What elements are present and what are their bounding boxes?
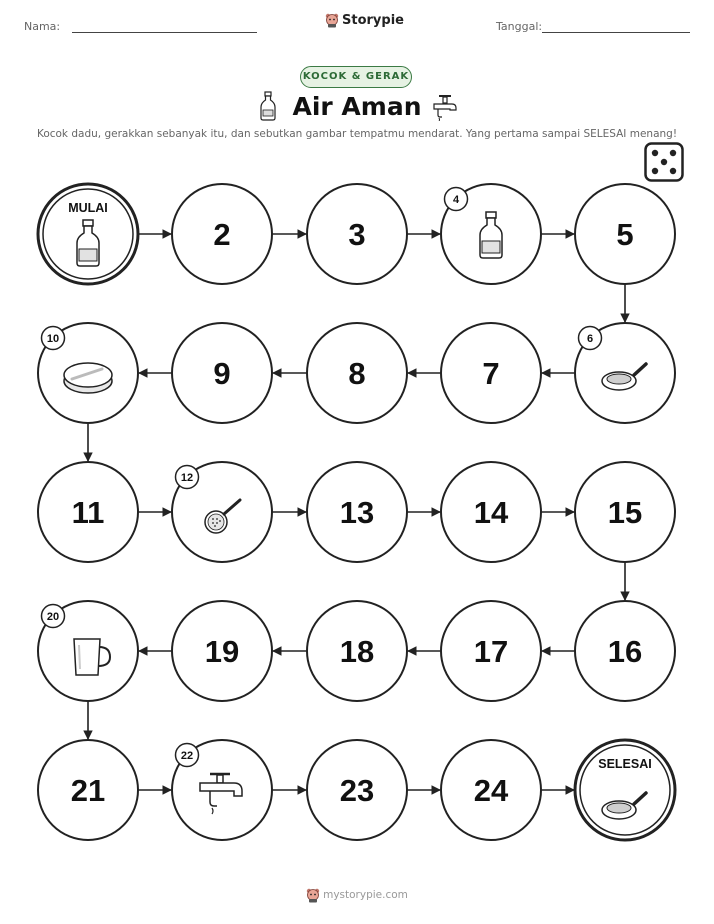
board-space bbox=[575, 601, 675, 701]
board-space bbox=[441, 740, 541, 840]
space-number: 4 bbox=[452, 194, 460, 206]
board-space bbox=[575, 184, 675, 284]
page-title: Air Aman bbox=[292, 92, 422, 121]
name-label: Nama: bbox=[24, 20, 61, 33]
space-number: 3 bbox=[348, 217, 366, 252]
space-number: 14 bbox=[473, 495, 509, 530]
storypie-mascot-icon bbox=[306, 887, 320, 903]
board-space bbox=[441, 601, 541, 701]
brand-name: Storypie bbox=[342, 12, 404, 28]
space-number: 16 bbox=[607, 634, 643, 669]
board-space bbox=[575, 740, 675, 840]
space-number: 23 bbox=[339, 773, 375, 808]
board-space bbox=[307, 323, 407, 423]
board-space bbox=[441, 323, 541, 423]
board-space bbox=[38, 462, 138, 562]
board-space bbox=[172, 184, 272, 284]
board-space bbox=[38, 601, 138, 701]
board-space bbox=[441, 184, 541, 284]
space-number: 11 bbox=[71, 495, 105, 530]
board-space bbox=[575, 462, 675, 562]
space-number: 24 bbox=[473, 773, 509, 808]
board-space bbox=[172, 462, 272, 562]
instructions: Kocok dadu, gerakkan sebanyak itu, dan sebutkan gambar tempatmu mendarat. Yang pertama sampai SELESAI menang! bbox=[36, 128, 678, 140]
footer bbox=[0, 887, 714, 903]
space-number: 8 bbox=[348, 356, 366, 391]
space-number: 9 bbox=[213, 356, 231, 391]
board-space bbox=[38, 740, 138, 840]
board-space bbox=[307, 184, 407, 284]
soap-bar-icon bbox=[64, 363, 112, 393]
board-space bbox=[307, 740, 407, 840]
space-number: 12 bbox=[180, 472, 194, 484]
space-number: 13 bbox=[339, 495, 375, 530]
space-number: 19 bbox=[204, 634, 240, 669]
space-number: 22 bbox=[180, 750, 194, 762]
space-number: 2 bbox=[213, 217, 231, 252]
space-number: 17 bbox=[473, 634, 509, 669]
date-label: Tanggal: bbox=[496, 20, 543, 33]
space-number: 5 bbox=[616, 217, 634, 252]
activity-badge: KOCOK & GERAK bbox=[300, 66, 412, 88]
board-space bbox=[172, 601, 272, 701]
space-number: 21 bbox=[70, 773, 106, 808]
board-space bbox=[172, 323, 272, 423]
space-number: 10 bbox=[46, 333, 60, 345]
board-space bbox=[441, 462, 541, 562]
board-space bbox=[38, 184, 138, 284]
space-label: MULAI bbox=[68, 201, 108, 215]
board-space bbox=[38, 323, 138, 423]
space-number: 6 bbox=[586, 333, 594, 345]
space-number: 15 bbox=[607, 495, 643, 530]
board-space bbox=[575, 323, 675, 423]
board-space bbox=[307, 462, 407, 562]
space-number: 18 bbox=[339, 634, 375, 669]
board-space bbox=[307, 601, 407, 701]
board-space bbox=[172, 740, 272, 840]
space-label: SELESAI bbox=[598, 757, 652, 771]
space-number: 20 bbox=[46, 611, 60, 623]
footer-url: mystorypie.com bbox=[323, 889, 408, 901]
space-number: 7 bbox=[482, 356, 500, 391]
space-circle bbox=[575, 740, 675, 840]
